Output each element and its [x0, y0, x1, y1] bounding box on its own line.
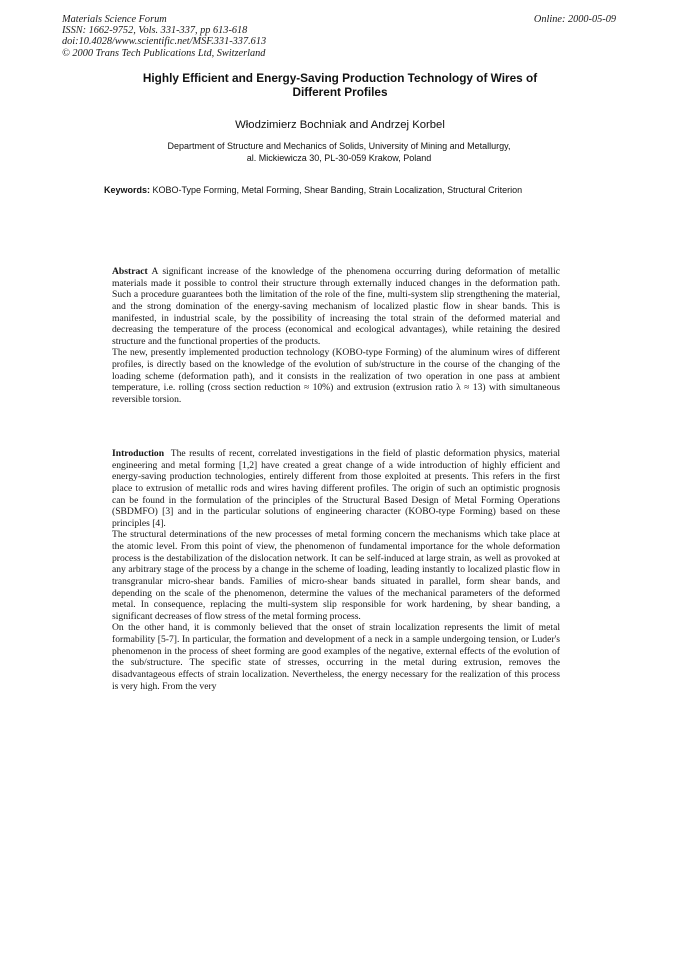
abstract-label: Abstract	[112, 266, 148, 277]
issn-line: ISSN: 1662-9752, Vols. 331-337, pp 613-618	[62, 25, 248, 37]
doi-line[interactable]: doi:10.4028/www.scientific.net/MSF.331-337.613	[62, 36, 267, 48]
affiliation-line-2: al. Mickiewicza 30, PL-30-059 Krakow, Poland	[246, 152, 432, 163]
introduction-section	[112, 448, 560, 692]
paper-title-line-1: Highly Efficient and Energy-Saving Production Technology of Wires of	[142, 71, 538, 85]
keywords	[104, 185, 574, 197]
introduction-paragraph-1	[112, 448, 560, 529]
introduction-label: Introduction	[112, 448, 165, 459]
paper-title-line-2: Different Profiles	[292, 85, 388, 99]
affiliation	[100, 141, 578, 164]
journal-name: Materials Science Forum	[62, 14, 167, 25]
abstract-paragraph-2: The new, presently implemented production technology (KOBO-type Forming) of the aluminum wires of different profiles, is directly based on the knowledge of the evolution of sub/structure in the course of the changing of the loading scheme (deformation path), and it consists in the realization of two operation in one pass at ambient temperature, i.e. rolling (cross section reduction ≈ 10%) and extrusion (extrusion ratio λ ≈ 13) with simultaneous reversible torsion.	[112, 347, 560, 405]
paper-title	[90, 71, 590, 99]
copyright-line: © 2000 Trans Tech Publications Ltd, Switzerland	[62, 47, 266, 59]
introduction-text-1: The results of recent, correlated investigations in the field of plastic deformation physics, material engineering and metal forming [1,2] have created a great change of a wide introduction of highly efficient and energy-saving production technologies, entirely different from those exploited at presents. This refers in the first place to extrusion of metallic rods and wires having different profiles. The origin of such an optimistic prognosis can be found in the formulation of the principles of the Structural Based Design of Metal Forming Operations (SBDMFO) [3] and in the particular solutions of engineering character (KOBO-type Forming) based on these principles [4].	[112, 448, 561, 529]
abstract-section	[112, 266, 560, 406]
keywords-label: Keywords:	[104, 185, 151, 195]
authors: Włodzimierz Bochniak and Andrzej Korbel	[235, 119, 445, 131]
abstract-text-1: A significant increase of the knowledge of the phenomena occurring during deformation of metallic materials made it possible to control their structure through externally induced changes in the deformation path. Such a procedure guarantees both the limitation of the role of the fine, multi-system slip strengthening the material, and the strong domination of the energy-saving mechanism of localized plastic flow in shear bands. This is manifested, in industrial scale, by the possibility of increasing the total strain of the deformed material and decreasing the temperature of the process (economical and ecological advantages), while retaining the desired structure and the functional properties of the products.	[112, 266, 560, 347]
abstract-paragraph-1	[112, 266, 560, 347]
introduction-paragraph-3: On the other hand, it is commonly believed that the onset of strain localization represents the limit of metal formability [5-7]. In particular, the formation and development of a neck in a sample undergoing tension, or Luder's phenomenon in the process of sheet forming are good examples of the negative, external effects of the evolution of the sub/structure. The specific state of stresses, occurring in the metal during extrusion, removes the disadvantageous effects of strain localization. Nevertheless, the energy necessary for the realization of this process is very high. From the very	[112, 622, 560, 692]
publication-header	[62, 14, 266, 59]
affiliation-line-1: Department of Structure and Mechanics of Solids, University of Mining and Metallurgy,	[167, 141, 511, 151]
introduction-paragraph-2: The structural determinations of the new processes of metal forming concern the mechanisms which take place at the atomic level. From this point of view, the phenomenon of fundamental importance for the whole deformation process is the destabilization of the dislocation network. It can be self-induced at large strain, as well as provoked at any arbitrary stage of the process by a change in the scheme of loading, leading instantly to localized plastic flow in transgranular micro-shear bands. Families of micro-shear bands situated in parallel, form shear bands, and depending on the scale of the phenomenon, determine the values of the mechanical parameters of the deformed metal. In consequence, replacing the multi-system slip responsible for work hardening, by shear banding, a significant decreases of flow stress of the metal forming process.	[112, 529, 560, 622]
keywords-text: KOBO-Type Forming, Metal Forming, Shear Banding, Strain Localization, Structural Criterion	[152, 185, 523, 195]
online-date: Online: 2000-05-09	[533, 14, 616, 25]
